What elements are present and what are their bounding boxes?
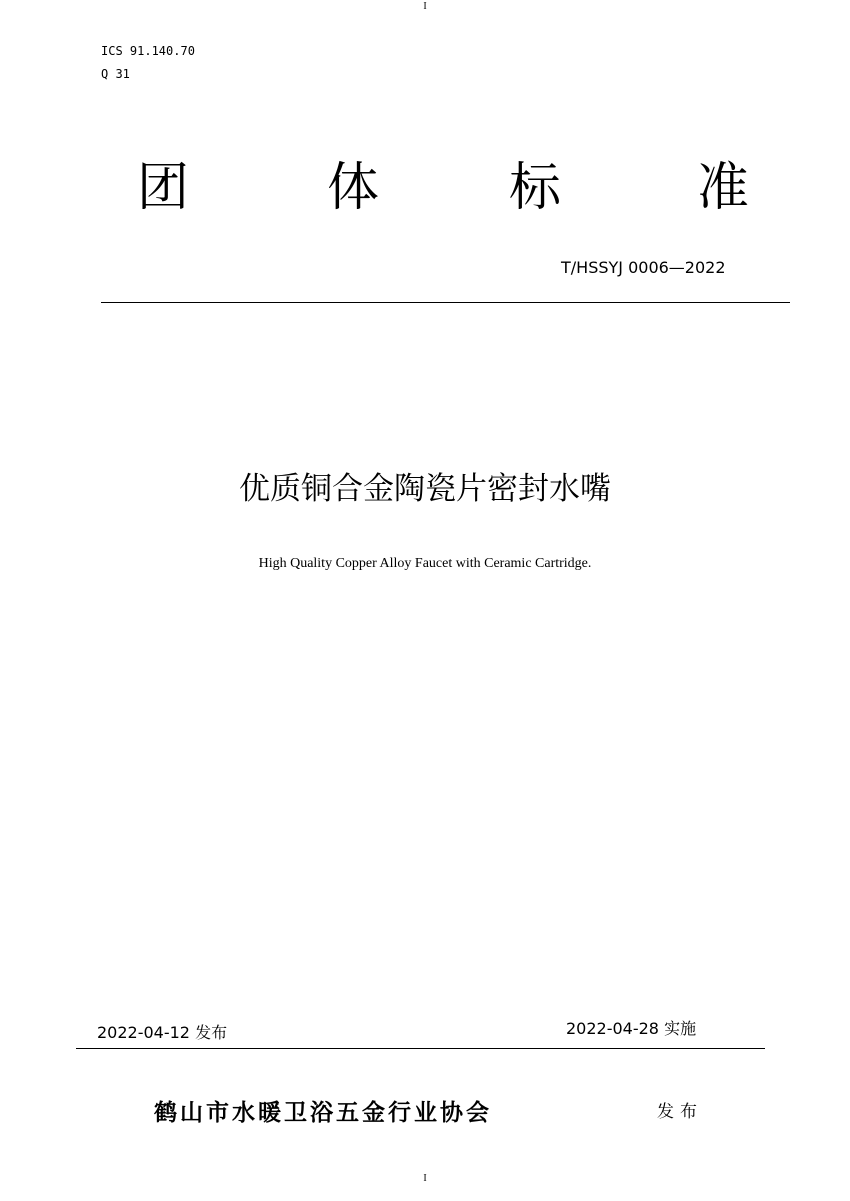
issue-date: 2022-04-12 发布 bbox=[97, 1023, 228, 1042]
header-divider bbox=[101, 302, 790, 303]
banner-char: 标 bbox=[509, 158, 562, 218]
issue-label: 发布 bbox=[657, 1102, 703, 1122]
banner-char: 准 bbox=[697, 158, 750, 218]
standard-number: T/HSSYJ 0006—2022 bbox=[561, 258, 726, 277]
implementation-date: 2022-04-28 实施 bbox=[566, 1019, 697, 1038]
ics-code: ICS 91.140.70 bbox=[101, 44, 195, 58]
page-number-bottom: I bbox=[423, 1173, 427, 1184]
ccs-code: Q 31 bbox=[101, 67, 130, 81]
document-title-english: High Quality Copper Alloy Faucet with Ceramic Cartridge. bbox=[258, 556, 592, 571]
banner-char: 体 bbox=[327, 158, 380, 218]
banner-char: 团 bbox=[137, 158, 190, 218]
footer-divider bbox=[76, 1048, 765, 1049]
issuing-organization: 鹤山市水暖卫浴五金行业协会 bbox=[154, 1099, 492, 1126]
page-number-top: I bbox=[423, 1, 427, 12]
document-title-chinese: 优质铜合金陶瓷片密封水嘴 bbox=[239, 471, 611, 507]
